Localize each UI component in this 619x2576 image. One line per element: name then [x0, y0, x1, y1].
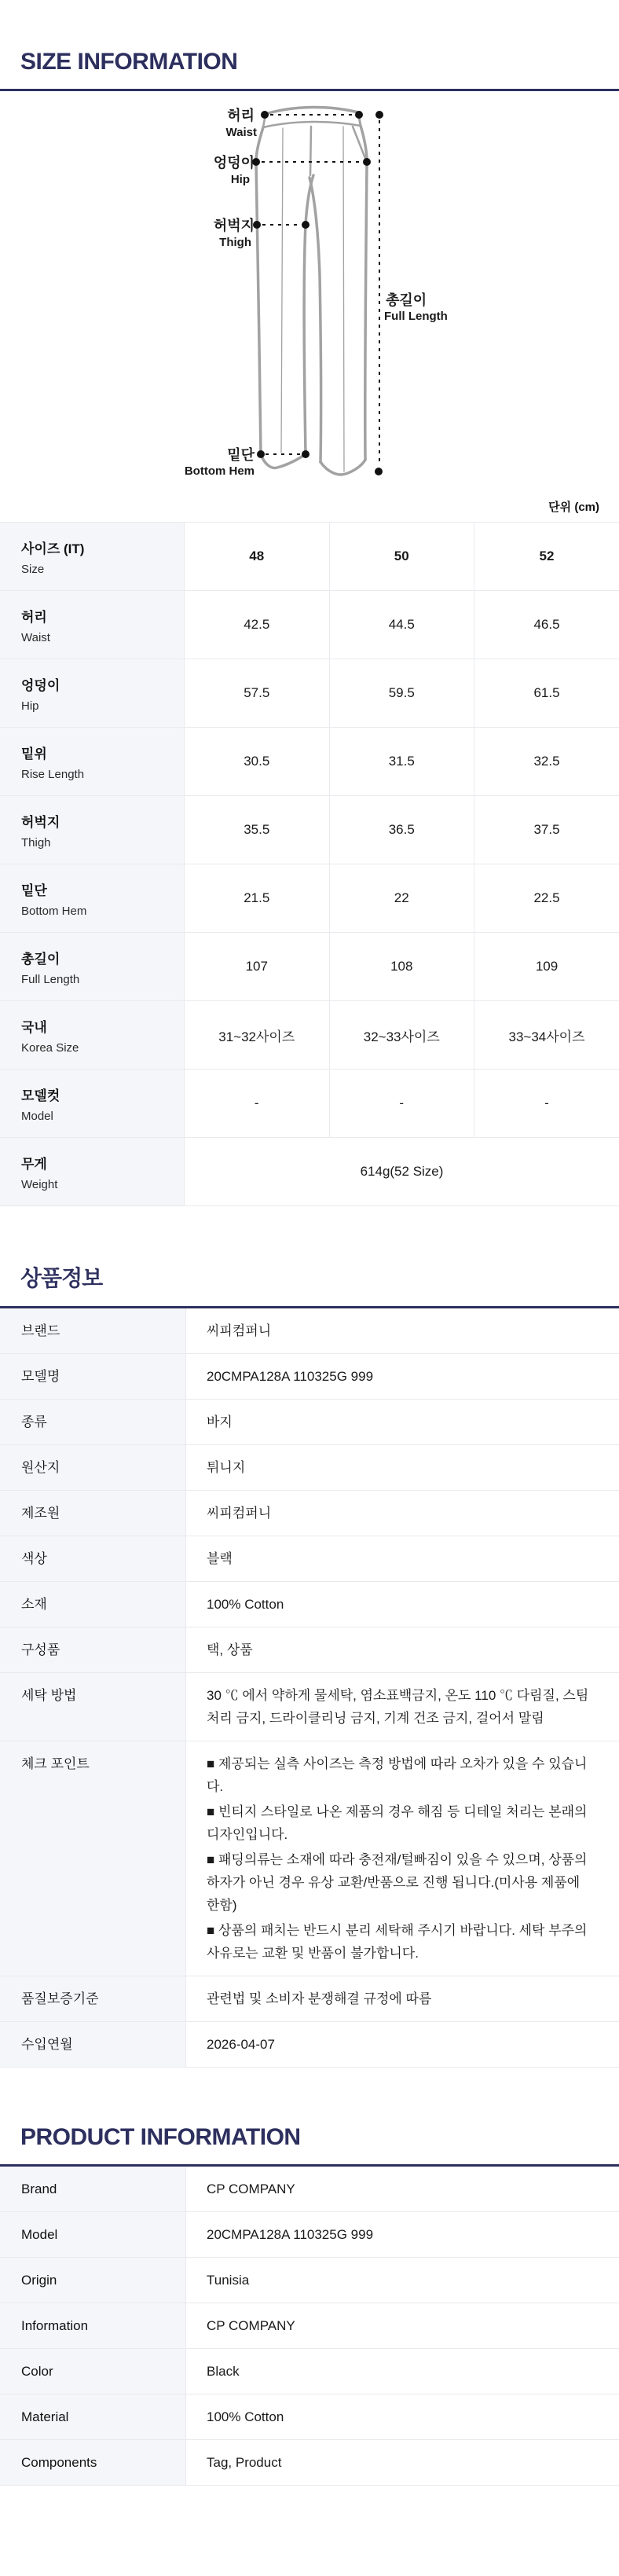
hem-label-en: Bottom Hem: [184, 464, 255, 478]
size-row-label-kr: 엉덩이: [21, 677, 60, 693]
size-row-label: [0, 659, 185, 728]
thigh-label-en: Thigh: [219, 236, 251, 249]
info-table-row: [0, 1445, 619, 1491]
units-label: 단위 (cm): [548, 501, 599, 514]
info-row-label: 품질보증기준: [0, 1976, 186, 2022]
size-row-label-en: Bottom Hem: [21, 904, 87, 918]
full-length-label-kr: 총길이: [386, 292, 427, 308]
info-table-row: [0, 1741, 619, 1976]
size-row-label: [0, 796, 185, 864]
info-row-label: 종류: [0, 1400, 186, 1445]
size-row-label-kr: 모델컷: [21, 1088, 60, 1103]
product-information-title: PRODUCT INFORMATION: [20, 2124, 301, 2150]
size-value-cell: -: [185, 1070, 330, 1138]
size-row-label: [0, 1138, 185, 1206]
info-row-label: 구성품: [0, 1627, 186, 1673]
info-table-row: [0, 1308, 619, 1354]
info-row-label: 세탁 방법: [0, 1673, 186, 1741]
size-row-label: [0, 1001, 185, 1070]
section-gap: [0, 2068, 619, 2124]
size-row-label: [0, 728, 185, 796]
check-point-line: ■ 상품의 패치는 반드시 분리 세탁해 주시기 바랍니다. 세탁 부주의 사유로는 교환 및 반품이 불가합니다.: [207, 1923, 588, 1961]
size-row-label-kr: 허리: [21, 609, 47, 625]
size-row-label-kr: 밑단: [21, 883, 47, 898]
size-value-cell: -: [329, 1070, 474, 1138]
info-row-label: Model: [0, 2212, 186, 2258]
info-table-row: [0, 1536, 619, 1582]
info-row-label: Information: [0, 2303, 186, 2349]
waist-label-en: Waist: [225, 126, 257, 139]
info-row-value: 씨피컴퍼니: [186, 1491, 619, 1536]
size-value-cell: 46.5: [474, 591, 619, 659]
info-row-label: Material: [0, 2394, 186, 2440]
info-row-value: 택, 상품: [186, 1627, 619, 1673]
info-table-row: [0, 1976, 619, 2022]
check-point-line: ■ 제공되는 실측 사이즈는 측정 방법에 따라 오차가 있을 수 있습니다.: [207, 1756, 588, 1794]
hip-label-en: Hip: [230, 173, 250, 186]
info-table-row: [0, 2303, 619, 2349]
info-row-label: 수입연월: [0, 2022, 186, 2068]
info-table-row: [0, 1627, 619, 1673]
size-value-cell: 57.5: [185, 659, 330, 728]
size-value-cell: 31.5: [329, 728, 474, 796]
info-row-value: 블랙: [186, 1536, 619, 1582]
size-value-cell: 22.5: [474, 864, 619, 933]
info-row-label: 브랜드: [0, 1308, 186, 1354]
size-table-row: [0, 523, 619, 591]
product-info-kr-title: 상품정보: [20, 1266, 103, 1290]
size-value-cell: 30.5: [185, 728, 330, 796]
info-table-row: [0, 1354, 619, 1400]
info-row-value: 튀니지: [186, 1445, 619, 1491]
diagram-labels: [185, 107, 448, 478]
info-table-row: [0, 2022, 619, 2068]
size-value-cell: 52: [474, 523, 619, 591]
hem-label-kr: 밑단: [227, 447, 255, 463]
info-table-row: [0, 2440, 619, 2486]
size-table-row: [0, 659, 619, 728]
info-row-value: [186, 1741, 619, 1976]
size-value-cell: 59.5: [329, 659, 474, 728]
size-value-cell: 44.5: [329, 591, 474, 659]
size-row-label-kr: 총길이: [21, 951, 60, 967]
info-row-value: 20CMPA128A 110325G 999: [186, 1354, 619, 1400]
size-table-row: [0, 591, 619, 659]
size-table: [0, 522, 619, 1206]
product-information-table: [0, 2167, 619, 2486]
info-row-value: 30 ℃ 에서 약하게 물세탁, 염소표백금지, 온도 110 ℃ 다림질, 스팀처리 금지, 드라이클리닝 금지, 기계 건조 금지, 걸어서 말림: [186, 1673, 619, 1741]
size-row-label-en: Size: [21, 562, 45, 576]
info-table-row: [0, 1673, 619, 1741]
size-value-cell: 61.5: [474, 659, 619, 728]
size-row-label-kr: 밑위: [21, 746, 47, 761]
pants-measurement-diagram: [0, 102, 619, 497]
info-table-row: [0, 2167, 619, 2212]
size-row-label: [0, 933, 185, 1001]
size-row-label: [0, 591, 185, 659]
info-table-row: [0, 1491, 619, 1536]
info-table-row: [0, 1582, 619, 1627]
info-row-label: 원산지: [0, 1445, 186, 1491]
info-row-label: Components: [0, 2440, 186, 2486]
info-row-value: 20CMPA128A 110325G 999: [186, 2212, 619, 2258]
info-row-label: Origin: [0, 2258, 186, 2303]
size-span-value-cell: 614g(52 Size): [185, 1138, 619, 1206]
info-row-label: Color: [0, 2349, 186, 2394]
size-value-cell: 31~32사이즈: [185, 1001, 330, 1070]
info-row-value: CP COMPANY: [186, 2303, 619, 2349]
check-point-line: ■ 패딩의류는 소재에 따라 충전재/털빠짐이 있을 수 있으며, 상품의 하자가 아닌 경우 유상 교환/반품으로 진행 됩니다.(미사용 제품에 한함): [207, 1852, 588, 1913]
size-value-cell: 42.5: [185, 591, 330, 659]
size-information-title: SIZE INFORMATION: [20, 49, 238, 75]
size-value-cell: -: [474, 1070, 619, 1138]
waist-label-kr: 허리: [227, 108, 255, 123]
info-row-value: 바지: [186, 1400, 619, 1445]
measurement-dots: [252, 111, 383, 475]
full-length-label-en: Full Length: [384, 310, 448, 323]
size-table-row: [0, 1070, 619, 1138]
info-table-row: [0, 2349, 619, 2394]
size-value-cell: 36.5: [329, 796, 474, 864]
size-value-cell: 22: [329, 864, 474, 933]
size-value-cell: 107: [185, 933, 330, 1001]
size-table-row: [0, 933, 619, 1001]
info-table-row: [0, 2212, 619, 2258]
info-row-label: 색상: [0, 1536, 186, 1582]
check-point-line: ■ 빈티지 스타일로 나온 제품의 경우 해짐 등 디테일 처리는 본래의 디자인입니다.: [207, 1804, 588, 1842]
size-value-cell: 109: [474, 933, 619, 1001]
section-gap: [0, 1206, 619, 1261]
info-table-row: [0, 1400, 619, 1445]
size-value-cell: 32~33사이즈: [329, 1001, 474, 1070]
size-table-row: [0, 864, 619, 933]
info-row-value: 100% Cotton: [186, 1582, 619, 1627]
size-row-label-en: Waist: [21, 630, 50, 644]
info-row-value: Tunisia: [186, 2258, 619, 2303]
size-row-label-en: Weight: [21, 1177, 58, 1191]
info-row-label: 모델명: [0, 1354, 186, 1400]
size-row-label-en: Hip: [21, 699, 39, 713]
size-row-label: [0, 864, 185, 933]
size-value-cell: 33~34사이즈: [474, 1001, 619, 1070]
info-table-row: [0, 2258, 619, 2303]
size-table-row: [0, 728, 619, 796]
info-row-label: 소재: [0, 1582, 186, 1627]
size-value-cell: 48: [185, 523, 330, 591]
pants-diagram-svg: [0, 102, 619, 497]
size-row-label: [0, 523, 185, 591]
info-row-value: 관련법 및 소비자 분쟁해결 규정에 따름: [186, 1976, 619, 2022]
info-row-value: CP COMPANY: [186, 2167, 619, 2212]
hip-label-kr: 엉덩이: [213, 155, 255, 171]
info-table-row: [0, 2394, 619, 2440]
size-value-cell: 35.5: [185, 796, 330, 864]
size-value-cell: 37.5: [474, 796, 619, 864]
size-row-label-en: Rise Length: [21, 767, 85, 781]
size-row-label-kr: 국내: [21, 1019, 47, 1035]
size-value-cell: 108: [329, 933, 474, 1001]
size-row-label-kr: 무게: [21, 1156, 47, 1172]
info-row-label: 체크 포인트: [0, 1741, 186, 1976]
size-table-row: [0, 796, 619, 864]
thigh-label-kr: 허벅지: [213, 218, 255, 233]
size-title-rule: [0, 89, 619, 91]
info-row-label: 제조원: [0, 1491, 186, 1536]
size-value-cell: 32.5: [474, 728, 619, 796]
info-row-value: 씨피컴퍼니: [186, 1308, 619, 1354]
info-row-label: Brand: [0, 2167, 186, 2212]
info-row-value: 2026-04-07: [186, 2022, 619, 2068]
size-table-row: [0, 1001, 619, 1070]
info-row-value: 100% Cotton: [186, 2394, 619, 2440]
size-row-label-kr: 허벅지: [21, 814, 60, 830]
size-value-cell: 50: [329, 523, 474, 591]
size-row-label-kr: 사이즈 (IT): [21, 541, 85, 556]
size-row-label: [0, 1070, 185, 1138]
size-row-label-en: Full Length: [21, 972, 80, 986]
size-row-label-en: Thigh: [21, 835, 51, 849]
size-row-label-en: Model: [21, 1109, 53, 1123]
size-value-cell: 21.5: [185, 864, 330, 933]
size-row-label-en: Korea Size: [21, 1040, 79, 1055]
info-row-value: Tag, Product: [186, 2440, 619, 2486]
info-row-value: Black: [186, 2349, 619, 2394]
size-table-row: [0, 1138, 619, 1206]
product-info-kr-table: [0, 1308, 619, 2068]
